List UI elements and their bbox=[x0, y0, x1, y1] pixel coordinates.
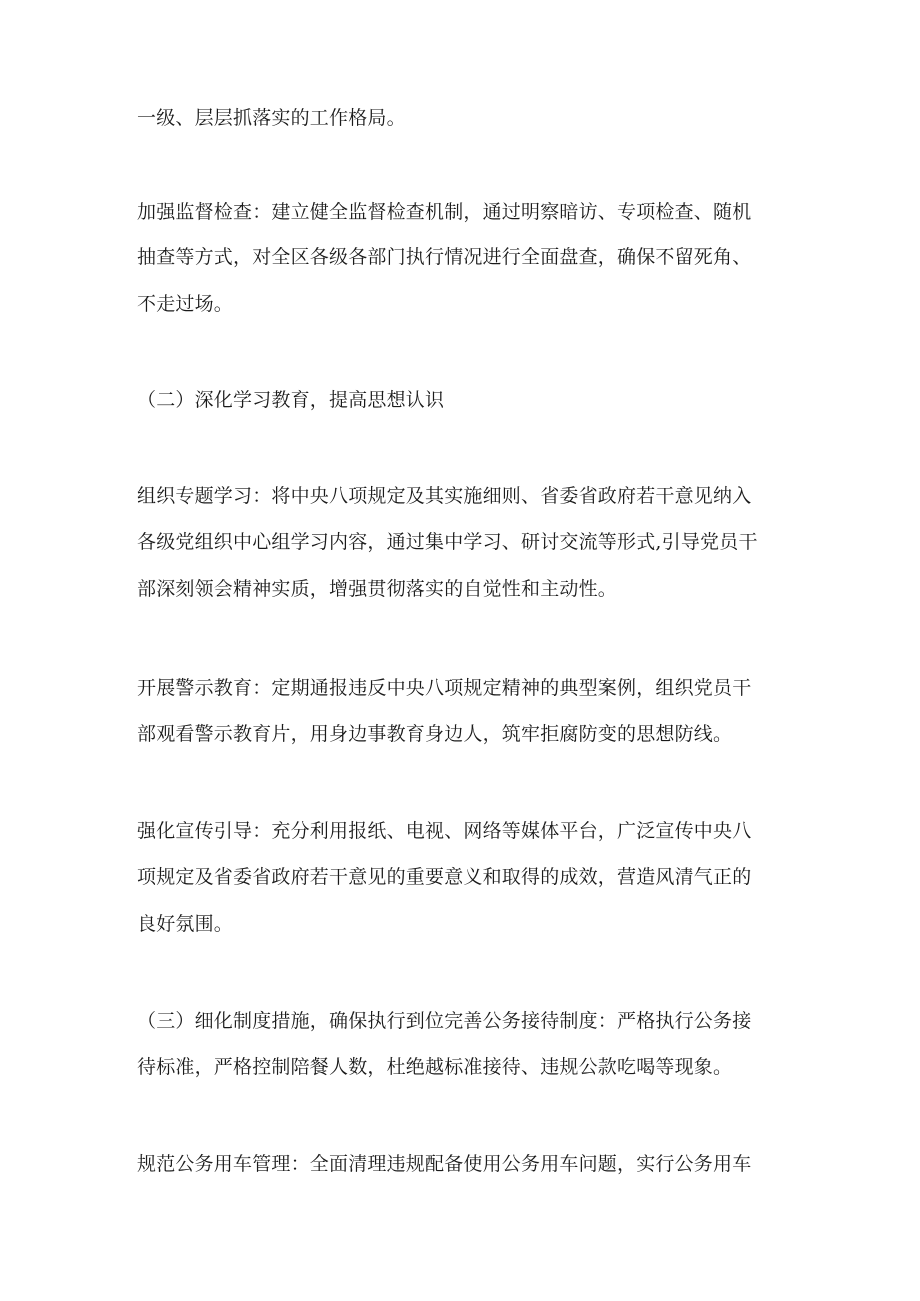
paragraph-line: 强化宣传引导：充分利用报纸、电视、网络等媒体平台，广泛宣传中央八 bbox=[137, 820, 752, 842]
paragraph-line: 待标准，严格控制陪餐人数，杜绝越标准接待、违规公款吃喝等现象。 bbox=[137, 1056, 733, 1078]
paragraph-line: 项规定及省委省政府若干意见的重要意义和取得的成效，营造风清气正的 bbox=[137, 866, 752, 888]
paragraph-line: 不走过场。 bbox=[137, 293, 234, 315]
paragraph-line: 开展警示教育：定期通报违反中央八项规定精神的典型案例，组织党员干 bbox=[137, 677, 752, 699]
paragraph-line: 部观看警示教育片，用身边事教育身边人，筑牢拒腐防变的思想防线。 bbox=[137, 723, 733, 745]
paragraph-line: 抽查等方式，对全区各级各部门执行情况进行全面盘查，确保不留死角、 bbox=[137, 246, 752, 268]
paragraph-line: 加强监督检查：建立健全监督检查机制，通过明察暗访、专项检查、随机 bbox=[137, 201, 752, 223]
section-heading: （二）深化学习教育，提高思想认识 bbox=[137, 389, 445, 411]
paragraph-line: 良好氛围。 bbox=[137, 913, 234, 935]
paragraph-line: 组织专题学习：将中央八项规定及其实施细则、省委省政府若干意见纳入 bbox=[137, 485, 752, 507]
paragraph-line: 各级党组织中心组学习内容，通过集中学习、研讨交流等形式,引导党员干 bbox=[137, 531, 758, 553]
paragraph-line: 规范公务用车管理：全面清理违规配备使用公务用车问题，实行公务用车 bbox=[137, 1153, 752, 1175]
paragraph-line: 一级、层层抓落实的工作格局。 bbox=[137, 107, 406, 129]
paragraph-line: （三）细化制度措施，确保执行到位完善公务接待制度：严格执行公务接 bbox=[137, 1010, 752, 1032]
paragraph-line: 部深刻领会精神实质，增强贯彻落实的自觉性和主动性。 bbox=[137, 578, 618, 600]
